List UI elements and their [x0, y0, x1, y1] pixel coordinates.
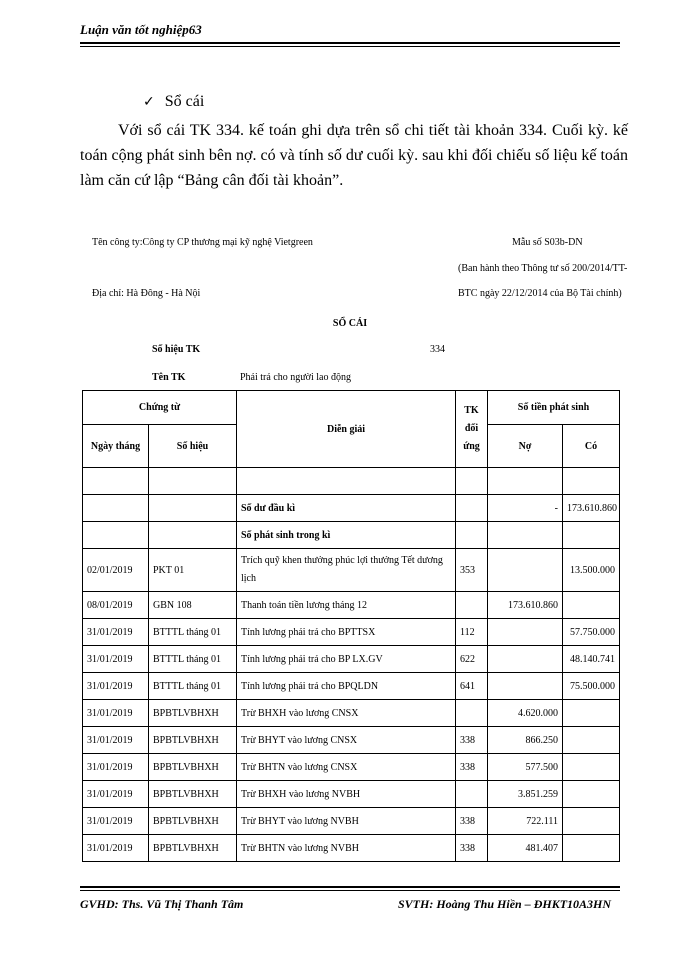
- table-row: [83, 619, 620, 646]
- header-voucher-number: Số hiệu: [149, 425, 237, 468]
- cell-date: 31/01/2019: [83, 646, 149, 673]
- cell-contra-account: 353: [456, 549, 488, 592]
- cell-voucher-number: BTTTL tháng 01: [149, 646, 237, 673]
- cell-description: [237, 468, 456, 495]
- cell-debit: 481.407: [488, 835, 563, 862]
- cell-contra-account: [456, 468, 488, 495]
- cell-voucher-number: BTTTL tháng 01: [149, 673, 237, 700]
- cell-description: Trừ BHYT vào lương NVBH: [237, 808, 456, 835]
- cell-debit: [488, 522, 563, 549]
- table-row: [83, 646, 620, 673]
- cell-credit: [563, 754, 620, 781]
- cell-voucher-number: BPBTLVBHXH: [149, 754, 237, 781]
- cell-contra-account: [456, 592, 488, 619]
- cell-voucher-number: PKT 01: [149, 549, 237, 592]
- cell-credit: [563, 835, 620, 862]
- cell-contra-account: 338: [456, 727, 488, 754]
- header-rule: [80, 42, 620, 44]
- header-rule-thin: [80, 46, 620, 47]
- ledger-title: SỔ CÁI: [332, 318, 368, 329]
- issued-by-line1: (Ban hành theo Thông tư số 200/2014/TT-: [458, 263, 628, 274]
- cell-credit: [563, 700, 620, 727]
- footer-rule-thin: [80, 890, 620, 891]
- cell-date: [83, 522, 149, 549]
- table-row: [83, 700, 620, 727]
- cell-date: 31/01/2019: [83, 781, 149, 808]
- cell-credit: 57.750.000: [563, 619, 620, 646]
- cell-contra-account: 338: [456, 754, 488, 781]
- cell-credit: 75.500.000: [563, 673, 620, 700]
- cell-description: Trừ BHXH vào lương CNSX: [237, 700, 456, 727]
- header-credit: Có: [563, 425, 620, 468]
- table-row: [83, 549, 620, 592]
- cell-credit: [563, 468, 620, 495]
- cell-description: Trừ BHTN vào lương CNSX: [237, 754, 456, 781]
- cell-debit: 4.620.000: [488, 700, 563, 727]
- cell-date: 31/01/2019: [83, 835, 149, 862]
- cell-date: [83, 468, 149, 495]
- cell-debit: [488, 619, 563, 646]
- footer-student: SVTH: Hoàng Thu Hiền – ĐHKT10A3HN: [398, 897, 612, 911]
- cell-debit: [488, 646, 563, 673]
- cell-debit: 3.851.259: [488, 781, 563, 808]
- cell-description: Tính lương phải trả cho BP LX.GV: [237, 646, 456, 673]
- table-row: [83, 468, 620, 495]
- table-row: [83, 592, 620, 619]
- cell-description: Trừ BHTN vào lương NVBH: [237, 835, 456, 862]
- table-row: [83, 727, 620, 754]
- cell-debit: [488, 549, 563, 592]
- cell-date: 31/01/2019: [83, 700, 149, 727]
- cell-credit: 13.500.000: [563, 549, 620, 592]
- intro-paragraph-text: Với sổ cái TK 334. kế toán ghi dựa trên sổ chi tiết tài khoản 334. Cuối kỳ. kế toán cộng phát sinh bên nợ. có và tính số dư cuối kỳ. sau khi đối chiếu số liệu kế toán làm căn cứ lập “Bảng cân đối tài khoản”.: [80, 122, 628, 189]
- page-header: Luận văn tốt nghiệp63: [80, 22, 202, 37]
- account-number: 334: [430, 344, 445, 355]
- cell-debit: [488, 468, 563, 495]
- cell-contra-account: 338: [456, 835, 488, 862]
- cell-contra-account: 112: [456, 619, 488, 646]
- table-row: [83, 781, 620, 808]
- cell-credit: [563, 808, 620, 835]
- cell-debit: -: [488, 495, 563, 522]
- cell-credit: 173.610.860: [563, 495, 620, 522]
- cell-voucher-number: [149, 522, 237, 549]
- cell-contra-account: [456, 700, 488, 727]
- section-title-text: Sổ cái: [164, 93, 205, 110]
- cell-voucher-number: BPBTLVBHXH: [149, 727, 237, 754]
- header-description: Diễn giải: [237, 391, 456, 468]
- cell-debit: 577.500: [488, 754, 563, 781]
- cell-debit: 866.250: [488, 727, 563, 754]
- cell-date: 08/01/2019: [83, 592, 149, 619]
- cell-date: 31/01/2019: [83, 808, 149, 835]
- company-name: Tên công ty:Công ty CP thương mại kỹ nghệ Vietgreen: [92, 237, 313, 248]
- cell-contra-account: 338: [456, 808, 488, 835]
- cell-credit: [563, 781, 620, 808]
- header-debit: Nợ: [488, 425, 563, 468]
- cell-contra-account: [456, 495, 488, 522]
- cell-description: Số dư đầu kì: [237, 495, 456, 522]
- cell-date: 31/01/2019: [83, 673, 149, 700]
- check-icon: ✓: [143, 94, 155, 110]
- cell-credit: [563, 592, 620, 619]
- ledger-table: [82, 390, 620, 862]
- cell-description: Trừ BHYT vào lương CNSX: [237, 727, 456, 754]
- cell-voucher-number: BPBTLVBHXH: [149, 781, 237, 808]
- form-number: Mẫu số S03b-DN: [512, 237, 583, 248]
- cell-description: Trích quỹ khen thưởng phúc lợi thưởng Tết dương lịch: [237, 549, 456, 592]
- cell-date: 02/01/2019: [83, 549, 149, 592]
- cell-description: Thanh toán tiền lương tháng 12: [237, 592, 456, 619]
- cell-debit: 173.610.860: [488, 592, 563, 619]
- cell-contra-account: [456, 522, 488, 549]
- cell-date: 31/01/2019: [83, 754, 149, 781]
- footer-rule: [80, 886, 620, 888]
- account-name-label: Tên TK: [152, 372, 186, 383]
- cell-date: 31/01/2019: [83, 619, 149, 646]
- footer-supervisor: GVHD: Ths. Vũ Thị Thanh Tâm: [80, 897, 244, 911]
- table-row: [83, 808, 620, 835]
- cell-contra-account: 641: [456, 673, 488, 700]
- cell-description: Tính lương phải trả cho BPQLDN: [237, 673, 456, 700]
- header-voucher: Chứng từ: [83, 391, 237, 425]
- header-date: Ngày tháng: [83, 425, 149, 468]
- cell-contra-account: [456, 781, 488, 808]
- cell-voucher-number: BTTTL tháng 01: [149, 619, 237, 646]
- cell-description: Tính lương phải trả cho BPTTSX: [237, 619, 456, 646]
- cell-voucher-number: [149, 468, 237, 495]
- cell-voucher-number: [149, 495, 237, 522]
- cell-description: Số phát sinh trong kì: [237, 522, 456, 549]
- header-contra-account: TK đối ứng: [456, 391, 488, 468]
- cell-voucher-number: BPBTLVBHXH: [149, 835, 237, 862]
- cell-contra-account: 622: [456, 646, 488, 673]
- cell-debit: [488, 673, 563, 700]
- cell-voucher-number: BPBTLVBHXH: [149, 700, 237, 727]
- cell-voucher-number: BPBTLVBHXH: [149, 808, 237, 835]
- table-row: [83, 522, 620, 549]
- cell-credit: [563, 727, 620, 754]
- account-name: Phải trả cho người lao động: [240, 372, 351, 383]
- cell-credit: 48.140.741: [563, 646, 620, 673]
- cell-credit: [563, 522, 620, 549]
- table-row: [83, 835, 620, 862]
- table-row: [83, 495, 620, 522]
- cell-debit: 722.111: [488, 808, 563, 835]
- table-row: [83, 754, 620, 781]
- account-number-label: Số hiệu TK: [152, 344, 201, 355]
- cell-date: [83, 495, 149, 522]
- cell-voucher-number: GBN 108: [149, 592, 237, 619]
- section-title: [143, 93, 204, 111]
- header-amount: Số tiền phát sinh: [488, 391, 620, 425]
- table-row: [83, 673, 620, 700]
- intro-paragraph: [80, 118, 628, 193]
- company-address: Địa chỉ: Hà Đông - Hà Nội: [92, 288, 201, 299]
- cell-date: 31/01/2019: [83, 727, 149, 754]
- issued-by-line2: BTC ngày 22/12/2014 của Bộ Tài chính): [458, 288, 622, 299]
- cell-description: Trừ BHXH vào lương NVBH: [237, 781, 456, 808]
